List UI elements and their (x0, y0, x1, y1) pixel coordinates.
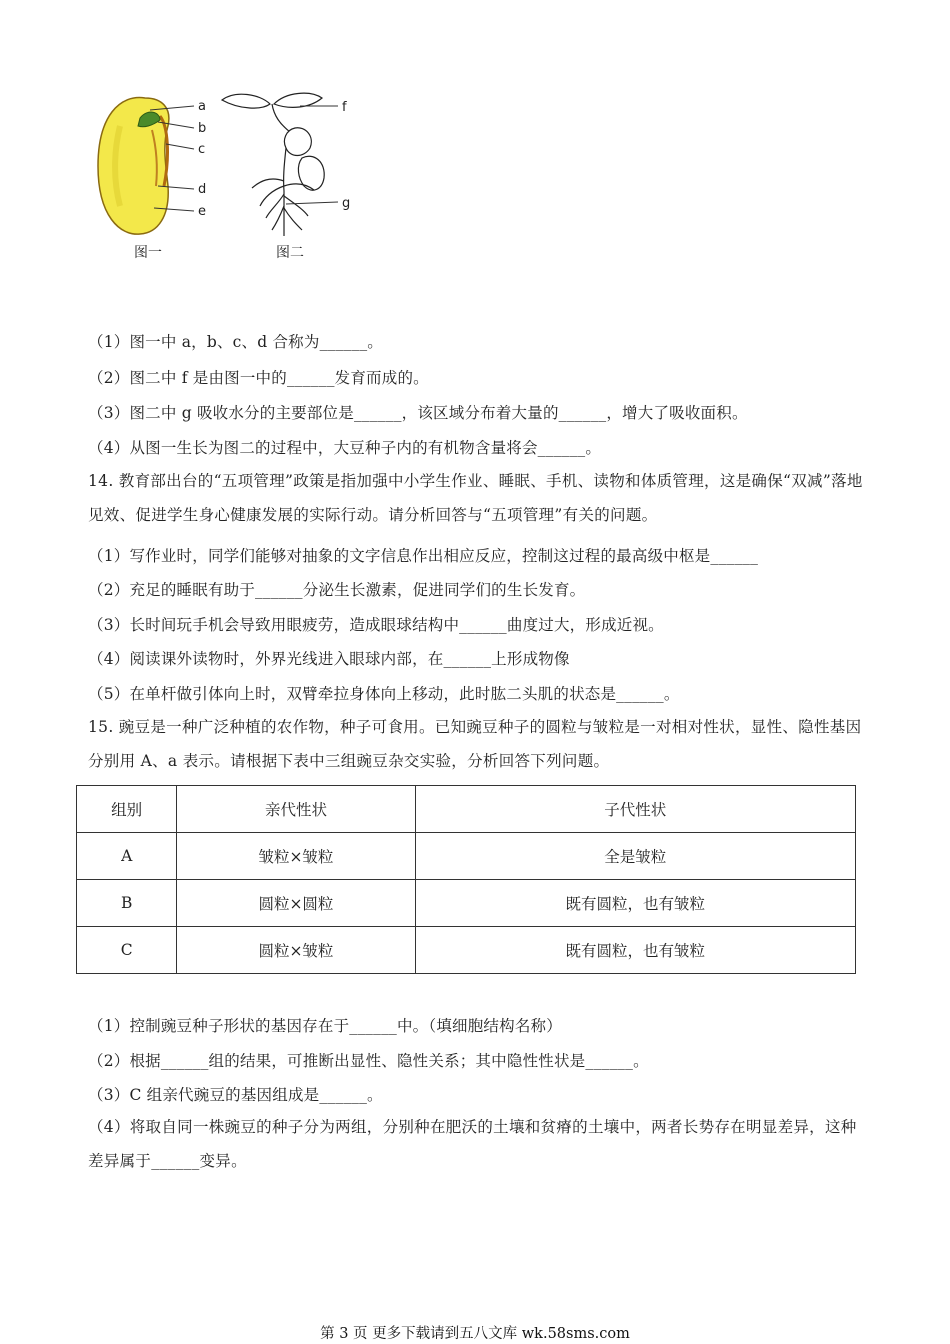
table-header-row (77, 786, 856, 833)
q14-sub5: （5）在单杆做引体向上时，双臂牵拉身体向上移动，此时肱二头肌的状态是______。 (88, 685, 680, 703)
q15-sub3: （3）C 组亲代豌豆的基因组成是______。 (88, 1086, 383, 1104)
q14-stem: 14. 教育部出台的“五项管理”政策是指加强中小学生作业、睡眠、手机、读物和体质管理，这是确保“双减”落地见效、促进学生身心健康发展的实际行动。请分析回答与“五项管理”有关的问题。 (88, 472, 863, 524)
page-footer: 第 3 页 更多下载请到五八文库 wk.58sms.com (320, 1326, 630, 1342)
caption-figure-2: 图二 (276, 245, 304, 261)
q15-sub4: （4）将取自同一株豌豆的种子分为两组，分别种在肥沃的土壤和贫瘠的土壤中，两者长势存在明显差异，这种差异属于______变异。 (88, 1118, 857, 1170)
label-f: f (342, 100, 347, 115)
q15-sub2: （2）根据______组的结果，可推断出显性、隐性关系；其中隐性性状是______。 (88, 1052, 649, 1070)
seedling-illustration (222, 93, 324, 236)
q13-sub2: （2）图二中 f 是由图一中的______发育而成的。 (88, 369, 429, 387)
q14-sub2: （2）充足的睡眠有助于______分泌生长激素，促进同学们的生长发育。 (88, 581, 586, 599)
table-header-cell: 亲代性状 (177, 786, 415, 833)
table-cell: 全是皱粒 (415, 833, 855, 880)
table-cell: 既有圆粒，也有皱粒 (415, 880, 855, 927)
label-c: c (198, 142, 206, 157)
q13-sub1: （1）图一中 a，b、c、d 合称为______。 (88, 333, 383, 351)
table-cell: 圆粒×皱粒 (177, 927, 415, 974)
table-cell: A (77, 833, 177, 880)
table-cell: 既有圆粒，也有皱粒 (415, 927, 855, 974)
label-g: g (342, 196, 351, 211)
q15-stem: 15. 豌豆是一种广泛种植的农作物，种子可食用。已知豌豆种子的圆粒与皱粒是一对相对性状，显性、隐性基因分别用 A、a 表示。请根据下表中三组豌豆杂交实验，分析回答下列问题。 (88, 718, 862, 770)
q14-sub3: （3）长时间玩手机会导致用眼疲劳，造成眼球结构中______曲度过大，形成近视。 (88, 616, 664, 634)
table-cell: C (77, 927, 177, 974)
table-row (77, 927, 856, 974)
label-a: a (198, 99, 206, 114)
label-d: d (198, 182, 207, 197)
table-cell: 圆粒×圆粒 (177, 880, 415, 927)
q14-sub4: （4）阅读课外读物时，外界光线进入眼球内部，在______上形成物像 (88, 650, 570, 668)
table-cell: 皱粒×皱粒 (177, 833, 415, 880)
q13-sub3: （3）图二中 g 吸收水分的主要部位是______，该区域分布着大量的______，增大了吸收面积。 (88, 404, 748, 422)
label-b: b (198, 121, 207, 136)
q15-sub1: （1）控制豌豆种子形状的基因存在于______中。（填细胞结构名称） (88, 1017, 562, 1035)
table-header-cell: 子代性状 (415, 786, 855, 833)
table-cell: B (77, 880, 177, 927)
table-row (77, 880, 856, 927)
q13-sub4: （4）从图一生长为图二的过程中，大豆种子内的有机物含量将会______。 (88, 439, 602, 457)
q14-sub1: （1）写作业时，同学们能够对抽象的文字信息作出相应反应，控制这过程的最高级中枢是______ (88, 547, 759, 565)
seed-seedling-figure (90, 86, 390, 271)
cross-experiment-table (76, 785, 856, 974)
table-header-cell: 组别 (77, 786, 177, 833)
bean-seed-illustration (98, 98, 169, 235)
caption-figure-1: 图一 (134, 245, 162, 261)
label-e: e (198, 204, 206, 219)
table-row (77, 833, 856, 880)
